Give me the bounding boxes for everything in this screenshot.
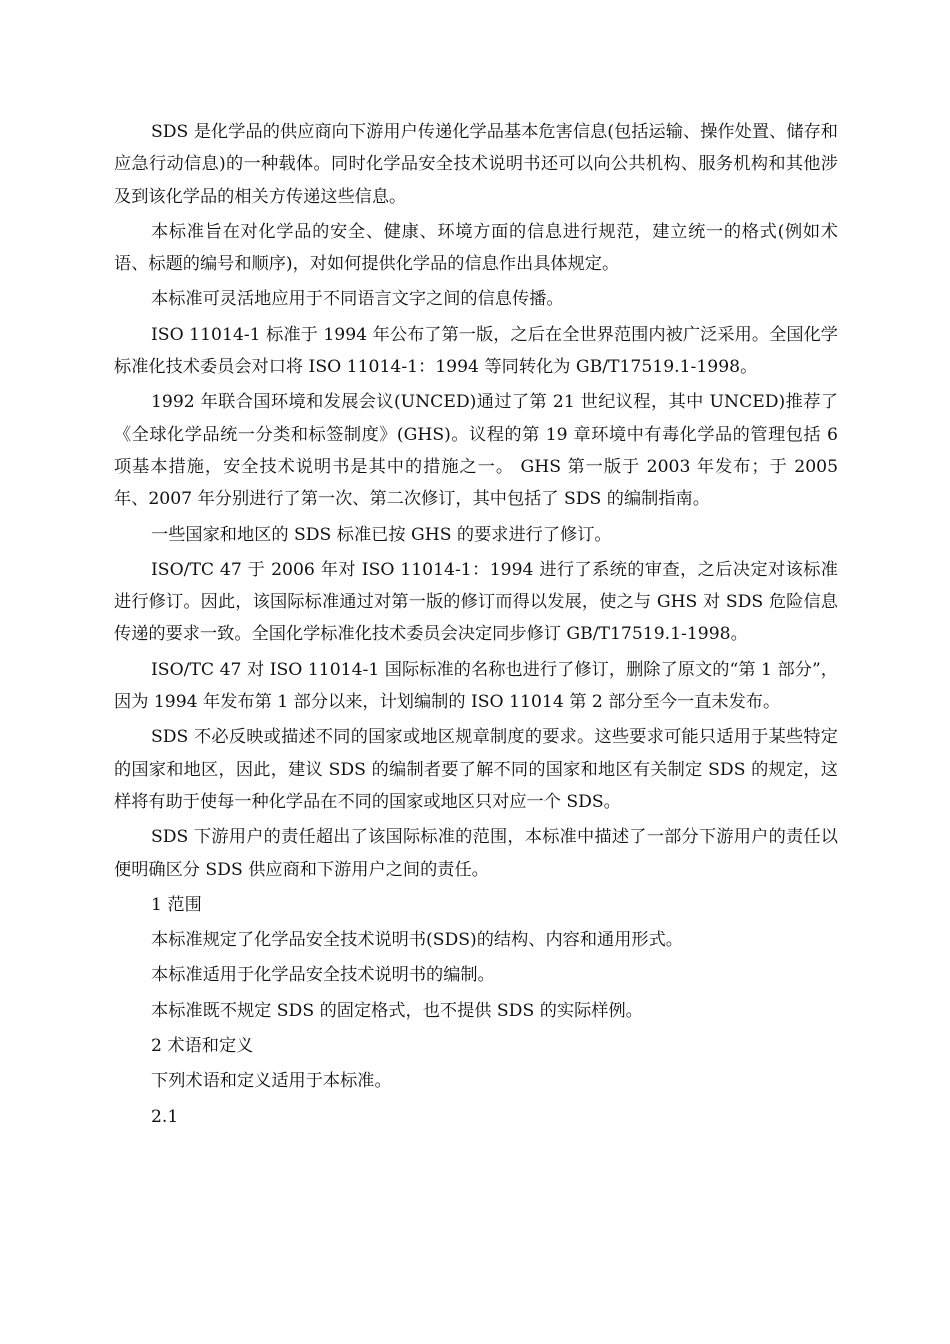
paragraph-standard-purpose: 本标准旨在对化学品的安全、健康、环境方面的信息进行规范，建立统一的格式(例如术语、标题的编号和顺序)，对如何提供化学品的信息作出具体规定。 [114,221,838,275]
paragraph-iso-title-revision: ISO/TC 47 对 ISO 11014-1 国际标准的名称也进行了修订，删除了原文的“第 1 部分”，因为 1994 年发布第 1 部分以来，计划编制的 ISO 11014 第 2 部分至今一直未发布。 [114,659,838,713]
paragraph-unced-ghs: 1992 年联合国环境和发展会议(UNCED)通过了第 21 世纪议程，其中 UNCED)推荐了《全球化学品统一分类和标签制度》(GHS)。议程的第 19 章环境中有毒化学品的管理包括 6 项基本措施，安全技术说明书是其中的措施之一。 GHS 第一版于 2003 年发布；于 2005 年、2007 年分别进行了第一次、第二次修订，其中包括了 SDS 的编制指南。 [114,392,838,510]
subsection-number: 2.1 [151,1106,179,1127]
paragraph-sds-carrier: SDS 是化学品的供应商向下游用户传递化学品基本危害信息(包括运输、操作处置、储存和应急行动信息)的一种载体。同时化学品安全技术说明书还可以向公共机构、服务机构和其他涉及到该化学品的相关方传递这些信息。 [114,122,838,207]
section-heading-scope: 1 范围 [151,894,202,915]
paragraph-iso-tc47-review: ISO/TC 47 于 2006 年对 ISO 11014-1：1994 进行了系统的审查，之后决定对该标准进行修订。因此，该国际标准通过对第一版的修订而得以发展，使之与 GHS 对 SDS 危险信息传递的要求一致。全国化学标准化技术委员会决定同步修订 GB/T17519.1-1998。 [114,559,838,645]
paragraph-national-revisions: 一些国家和地区的 SDS 标准已按 GHS 的要求进行了修订。 [151,524,612,545]
paragraph-regional-requirements: SDS 不必反映或描述不同的国家或地区规章制度的要求。这些要求可能只适用于某些特定的国家和地区，因此，建议 SDS 的编制者要了解不同的国家和地区有关制定 SDS 的规定，这样将有助于使每一种化学品在不同的国家或地区只对应一个 SDS。 [114,727,838,812]
section-heading-terms: 2 术语和定义 [151,1036,254,1057]
paragraph-scope-applicability: 本标准适用于化学品安全技术说明书的编制。 [151,965,495,986]
paragraph-scope-format: 本标准既不规定 SDS 的固定格式，也不提供 SDS 的实际样例。 [151,1000,643,1021]
paragraph-scope-structure: 本标准规定了化学品安全技术说明书(SDS)的结构、内容和通用形式。 [151,930,683,951]
paragraph-language-flexibility: 本标准可灵活地应用于不同语言文字之间的信息传播。 [151,289,564,310]
paragraph-terms-intro: 下列术语和定义适用于本标准。 [151,1071,392,1092]
paragraph-iso-history: ISO 11014-1 标准于 1994 年公布了第一版，之后在全世界范围内被广泛采用。全国化学标准化技术委员会对口将 ISO 11014-1：1994 等同转化为 GB/T17519.1-1998。 [114,324,838,378]
paragraph-downstream-responsibility: SDS 下游用户的责任超出了该国际标准的范围，本标准中描述了一部分下游用户的责任以便明确区分 SDS 供应商和下游用户之间的责任。 [114,827,838,880]
document-body [114,116,838,1133]
